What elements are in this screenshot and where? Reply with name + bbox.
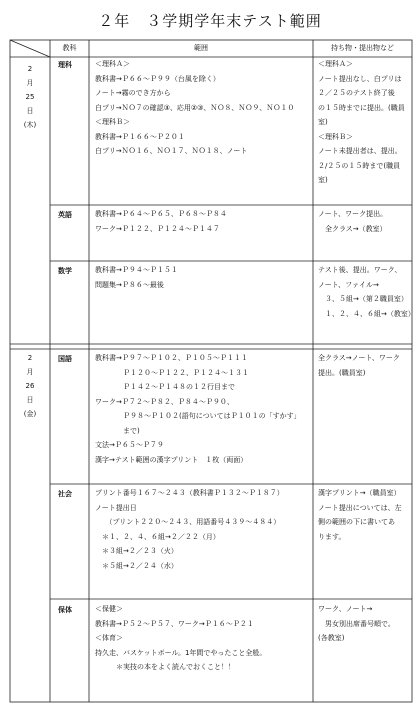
- items-line: ノート提出については、左: [318, 503, 402, 512]
- scope-line: ＊５組→２／２４（水）: [95, 561, 178, 570]
- subject-math: 数学: [58, 267, 72, 275]
- scope-social-studies: [95, 486, 284, 573]
- items-line: ノート提出なし、白プリは: [318, 74, 402, 83]
- items-line: ノート、ワーク提出。: [318, 210, 388, 218]
- items-line: 全クラス→（教室）: [318, 224, 387, 233]
- items-line: ３、５組→（第２職員室）: [318, 295, 408, 303]
- items-social-studies: [318, 486, 402, 544]
- scope-line: ノート提出日: [95, 503, 137, 512]
- items-math: [318, 263, 415, 321]
- scope-line: Ｐ１２０～Ｐ１２２、Ｐ１２４～１３１: [95, 368, 249, 377]
- scope-japanese: [95, 351, 301, 467]
- items-line: ります。: [318, 532, 346, 541]
- items-line: ノート、ファイル→: [318, 280, 379, 289]
- date-cell-day1: 2 月 25 日 (木): [23, 65, 37, 129]
- scope-line: 教科書→Ｐ９７～Ｐ１０２、Ｐ１０５～Ｐ１１１: [95, 354, 248, 362]
- header-items: 持ち物・提出物など: [331, 44, 394, 52]
- items-science: [318, 57, 405, 188]
- items-line: 漢字プリント→（職員室）: [318, 489, 401, 497]
- scope-line: 文法→Ｐ６５～Ｐ７９: [95, 441, 164, 449]
- scope-line: 教科書→Ｐ５２～Ｐ５７、ワーク→Ｐ１６～Ｐ２１: [95, 619, 254, 628]
- items-line: 室): [318, 176, 328, 184]
- scope-line: ＊１、２、４、６組→２／２２（月）: [95, 532, 220, 541]
- scope-line: Ｐ１４２～Ｐ１４８の１２行目まで: [95, 383, 235, 391]
- items-line: １、２、４、６組→（教室）: [318, 309, 415, 318]
- scope-line: 白プリ→ＮＯ７の確認③、応用②③、ＮＯ８、ＮＯ９、ＮＯ１０: [95, 103, 295, 112]
- scope-line: 持久走、バスケットボール。1年間でやったこと全般。: [95, 648, 267, 657]
- subject-japanese: 国語: [58, 355, 72, 363]
- scope-line: （プリント２２０～２４３、用語番号４３９～４８４）: [95, 518, 281, 526]
- header-scope: 範囲: [194, 44, 208, 52]
- items-english: [318, 207, 387, 236]
- scope-line: ＜体育＞: [95, 634, 123, 642]
- items-line: 全クラス→ノート、ワーク: [318, 354, 400, 362]
- items-line: ２／２５のテスト終了後: [318, 89, 395, 97]
- scope-line: ワーク→Ｐ１２２、Ｐ１２４～Ｐ１４７: [95, 224, 220, 233]
- page-title: ２年 ３学期学年末テスト範囲: [98, 12, 322, 30]
- items-line: (各教室): [318, 634, 345, 642]
- scope-line: ノート→霧のでき方から: [95, 89, 171, 97]
- items-line: ２/２５の１５時まで(職員: [318, 161, 401, 170]
- scope-line: ＊実技の本をよく読んでおくこと！！: [95, 663, 235, 671]
- scope-math: [95, 263, 178, 292]
- items-line: ＜理科Ｂ＞: [318, 132, 353, 141]
- scope-science: [95, 57, 294, 159]
- items-line: ＜理科Ａ＞: [318, 60, 353, 68]
- items-line: ワーク、ノート→: [318, 605, 373, 613]
- scope-line: Ｐ９８～Ｐ１０２(語句についてはＰ１０１の「すかす」: [95, 412, 301, 420]
- scope-line: 教科書→Ｐ６６～Ｐ９９（台風を除く）: [95, 74, 220, 83]
- scope-line: ＊３組→２／２３（火）: [95, 547, 178, 555]
- scope-line: ワーク→Ｐ７２～Ｐ８２、Ｐ８４～Ｐ９０、: [95, 397, 234, 406]
- header-subject: 教科: [62, 44, 77, 52]
- items-line: の１５時までに提出。(職員: [318, 103, 405, 112]
- scope-line: 漢字→テスト範囲の漢字プリント １枚（両面）: [95, 455, 248, 464]
- items-line: 側の範囲の下に書いてあ: [318, 518, 395, 526]
- items-line: 提出。(職員室): [318, 368, 366, 377]
- scope-line: プリント番号１６７～２４３（教科書Ｐ１３２～Ｐ１８７）: [95, 489, 284, 497]
- scope-line: まで): [95, 426, 140, 435]
- items-line: テスト後、提出。ワーク、: [318, 266, 402, 274]
- items-health-pe: [318, 602, 395, 646]
- subject-science: 理科: [58, 61, 72, 69]
- scope-english: [95, 207, 227, 236]
- items-line: 室): [318, 118, 328, 126]
- scope-line: ＜理科Ａ＞: [95, 60, 130, 68]
- items-line: ノート未提出者は、提出。: [318, 147, 402, 155]
- items-line: 男女別出席番号順で。: [318, 619, 395, 628]
- scope-line: 教科書→Ｐ６４～Ｐ６５、Ｐ６８～Ｐ８４: [95, 210, 227, 218]
- scope-health-pe: [95, 602, 266, 675]
- scope-line: ＜理科Ｂ＞: [95, 118, 130, 126]
- items-japanese: [318, 351, 400, 380]
- scope-line: 教科書→Ｐ９４～Ｐ１５１: [95, 266, 178, 274]
- scope-line: 問題集→Ｐ８６～最後: [95, 280, 164, 289]
- scope-line: 教科書→Ｐ１６６～Ｐ２０１: [95, 132, 185, 141]
- date-cell-day2: 2 月 26 日 (金): [23, 354, 37, 418]
- subject-health-pe: 保体: [58, 606, 72, 614]
- subject-english: 英語: [58, 211, 72, 219]
- scope-line: 白プリ→ＮＯ１６、ＮＯ１７、ＮＯ１８、ノート: [95, 147, 248, 155]
- subject-social-studies: 社会: [58, 490, 72, 498]
- scope-line: ＜保健＞: [95, 605, 123, 613]
